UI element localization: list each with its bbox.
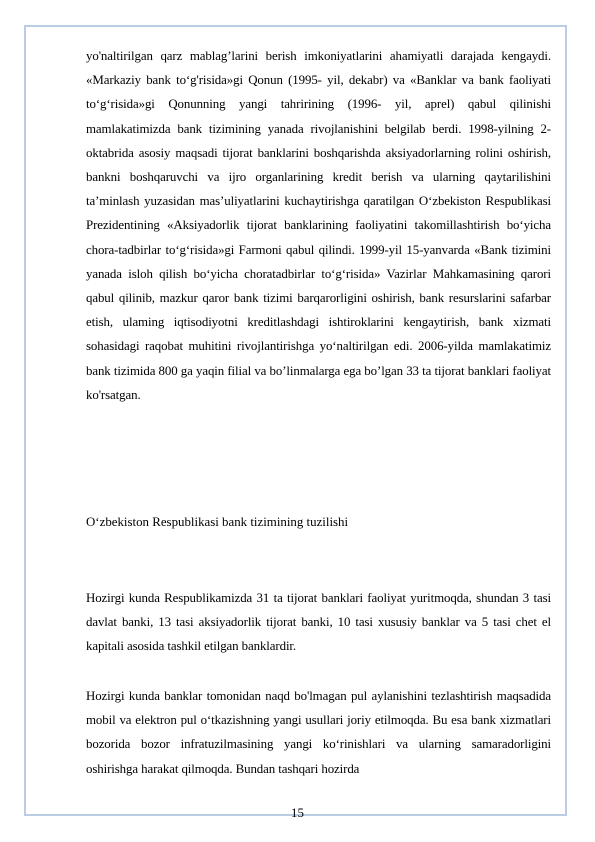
- section-heading: O‘zbekiston Respublikasi bank tizimining tuzilishi: [86, 515, 349, 529]
- page-number: 15: [291, 806, 304, 820]
- paragraph-2: Hozirgi kunda Respublikamizda 31 ta tijorat banklari faoliyat yuritmoqda, shundan 3 tasi davlat banki, 13 tasi aksiyadorlik tijorat banki, 10 tasi xususiy banklar va 5 tasi chet el kapitali asosida tashkil etilgan banklardir.: [86, 591, 551, 654]
- paragraph-3: Hozirgi kunda banklar tomonidan naqd bo'lmagan pul aylanishini tezlashtirish maqsadida mobil va elektron pul o‘tkazishning yangi usullari joriy etilmoqda. Bu esa bank xizmatlari bozorida bozor infratuzilmasining yangi ko‘rinishlari va ularning samaradorligini oshirishga harakat qilmoqda. Bundan tashqari hozirda: [86, 689, 551, 776]
- document-body: [86, 44, 551, 776]
- paragraph-1: yo'naltirilgan qarz mablag’larini berish imkoniyatlarini ahamiyatli darajada kengaydi. «Markaziy bank to‘g'risida»gi Qonun (1995- yil, dekabr) va «Banklar va bank faoliyati to‘g‘risida»gi Qonunning yangi tahririning (1996- yil, aprel) qabul qilinishi mamlakatimizda bank tizimining yanada rivojlanishini belgilab berdi. 1998-yilning 2-oktabrida asosiy maqsadi tijorat banklarini boshqarishda aksiyadorlarning rolini oshirish, bankni boshqaruvchi va ijro organlarining kredit berish va ularning qaytarilishini ta’minlash yuzasidan mas’uliyatlarini kuchaytirishga qaratilgan O‘zbekiston Respublikasi Prezidentining «Aksiyadorlik tijorat banklarining faoliyatini takomillashtirish bo‘yicha chora-tadbirlar to‘g‘risida»gi Farmoni qabul qilindi. 1999-yil 15-yanvarda «Bank tizimini yanada isloh qilish bo‘yicha choratadbirlar to‘g‘risida» Vazirlar Mahkamasining qarori qabul qilinib, mazkur qaror bank tizimi barqarorligini oshirish, bank resurslarini safarbar etish, ulaming iqtisodiyotni kreditlashdagi ishtiroklarini kengaytirish, bank xizmati sohasidagi raqobat muhitini rivojlantirishga yo‘naltirilgan edi. 2006-yilda mamlakatimiz bank tizimida 800 ga yaqin filial va bo’linmalarga ega bo’lgan 33 ta tijorat banklari faoliyat ko'rsatgan.: [86, 49, 551, 402]
